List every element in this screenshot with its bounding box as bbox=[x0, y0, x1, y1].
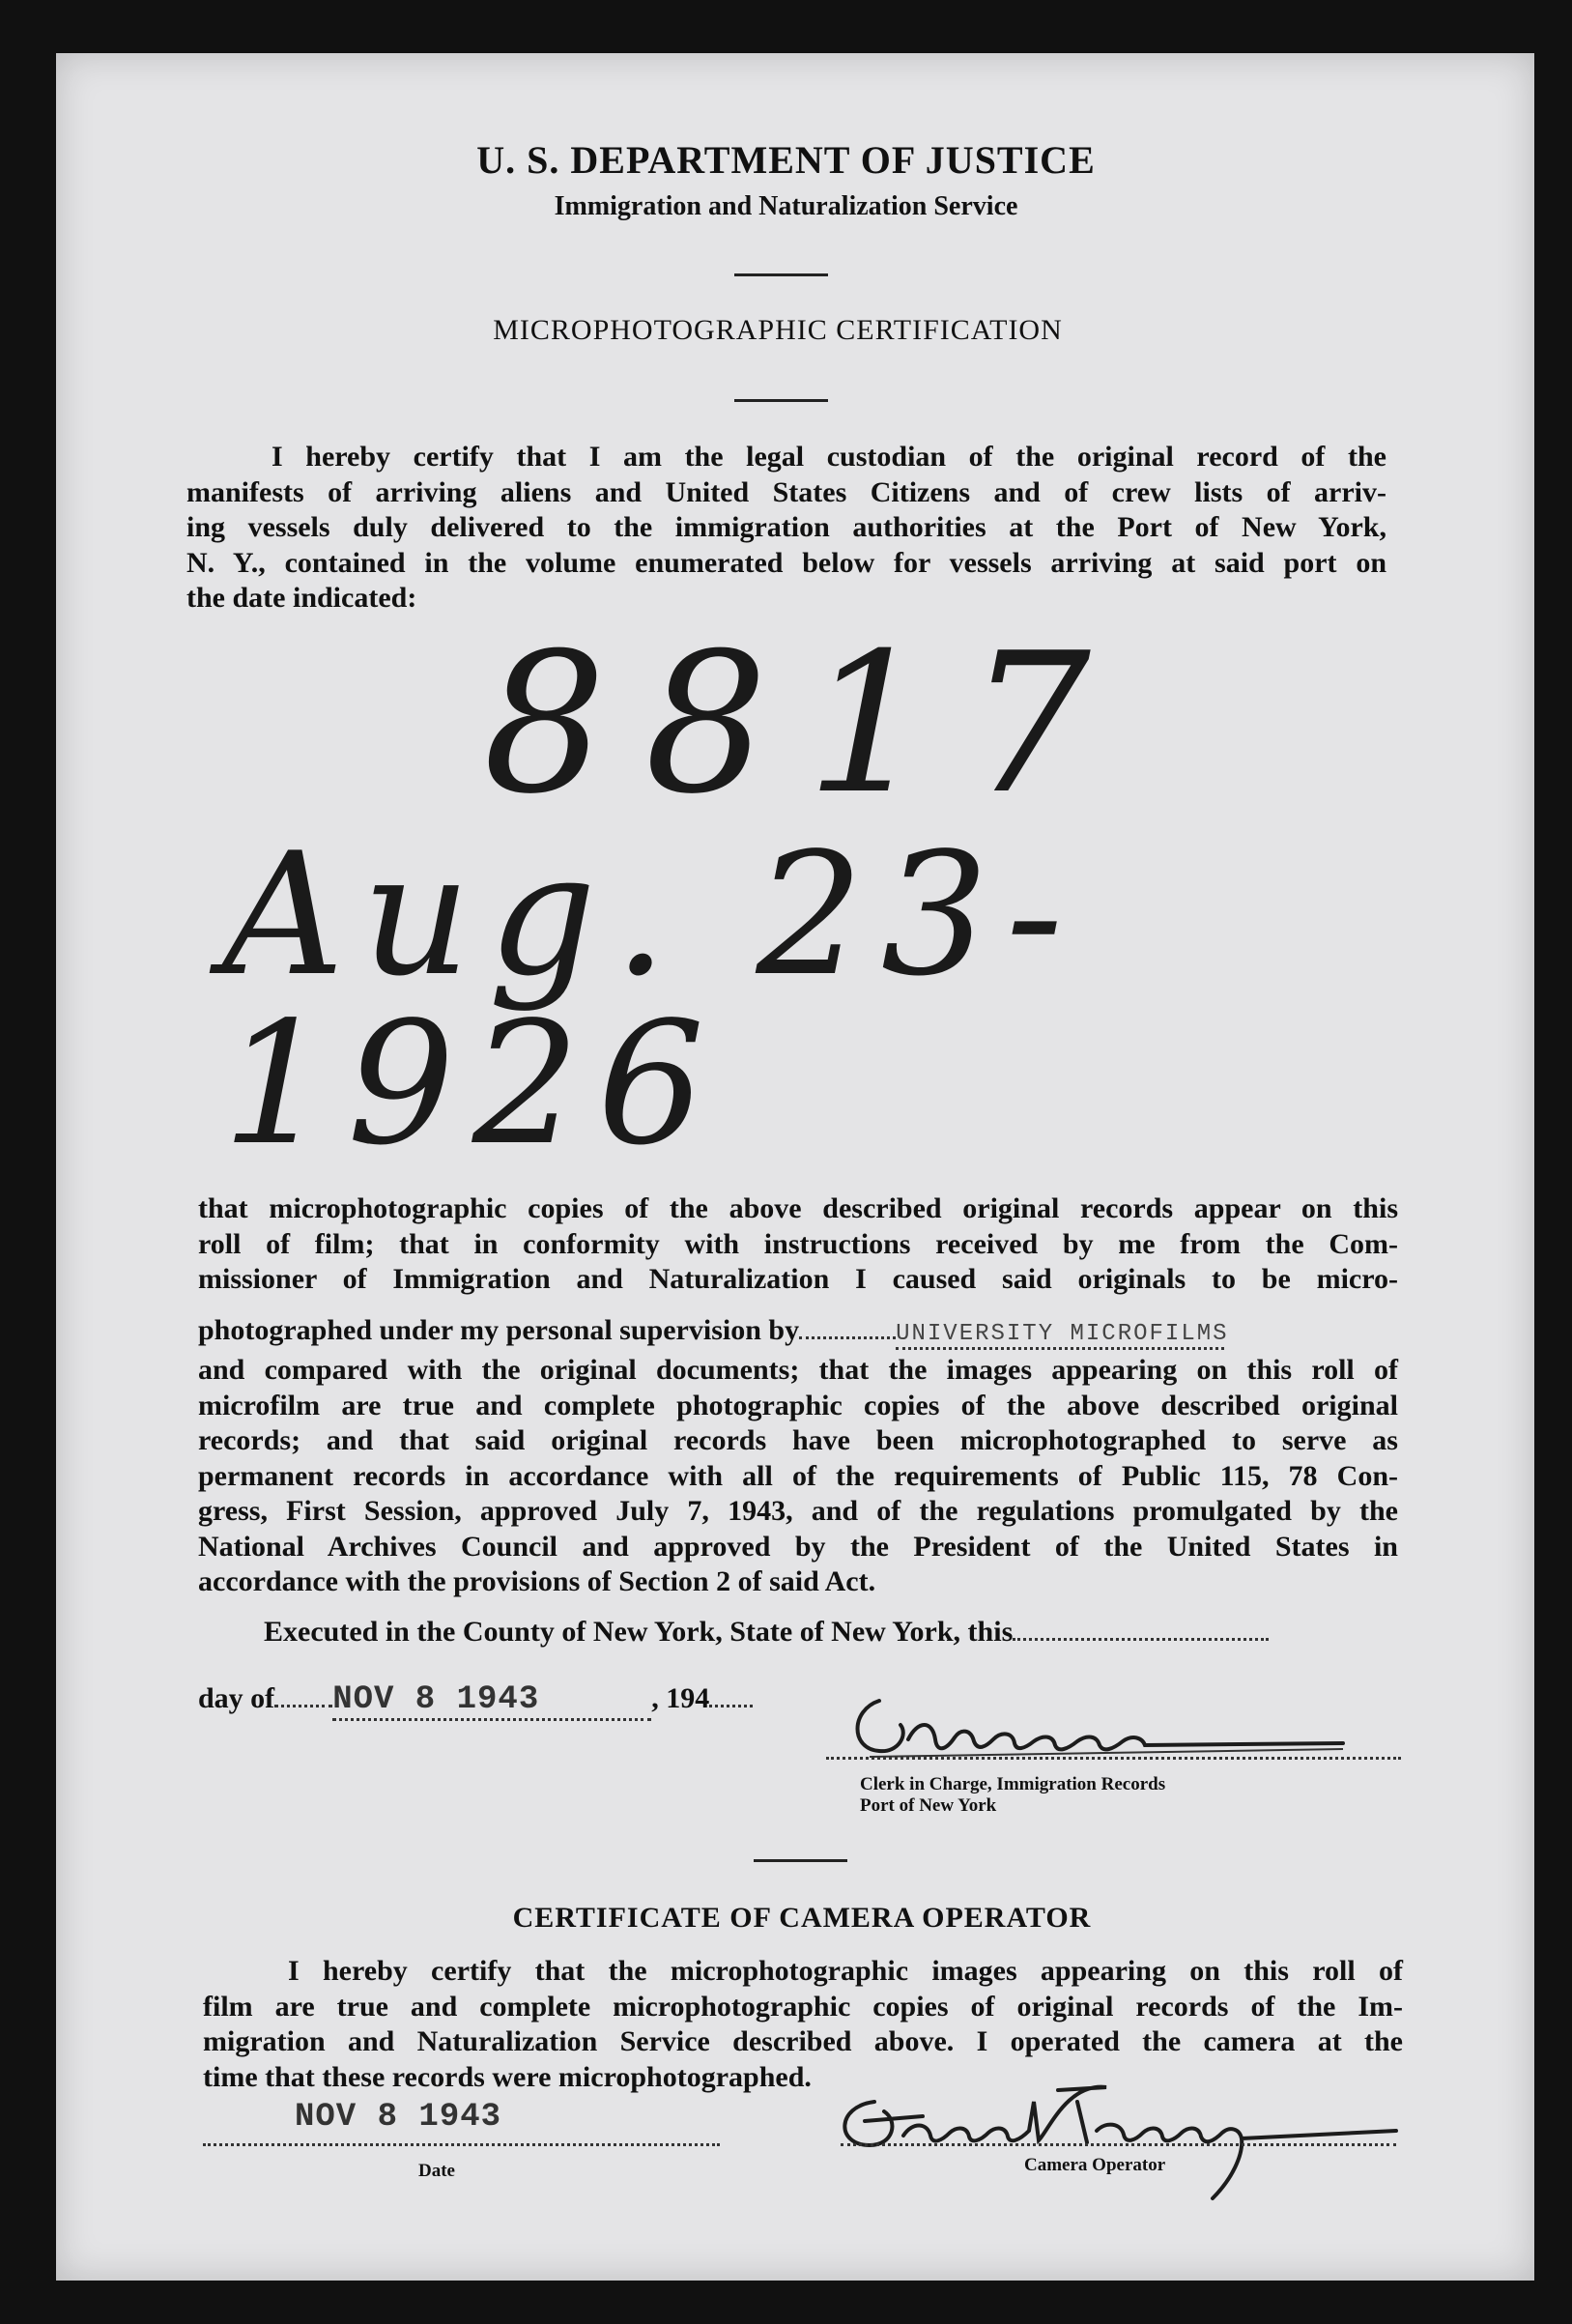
certification-title: MICROPHOTOGRAPHIC CERTIFICATION bbox=[493, 314, 1063, 346]
body-line: and compared with the original documents; that the images appearing on this roll of bbox=[198, 1354, 1398, 1386]
date-label: Date bbox=[418, 2161, 455, 2181]
body-line: roll of film; that in conformity with instructions received by me from the Com- bbox=[198, 1227, 1398, 1260]
executed-text: Executed in the County of New York, State of New York, this bbox=[264, 1616, 1014, 1648]
dotted-leader bbox=[1013, 1619, 1269, 1641]
camera-operator-label: Camera Operator bbox=[1024, 2155, 1166, 2175]
intro-line: ing vessels duly delivered to the immigration authorities at the Port of New York, bbox=[186, 511, 1386, 543]
department-heading: U. S. DEPARTMENT OF JUSTICE bbox=[476, 138, 1096, 182]
clerk-signature-line bbox=[826, 1757, 1401, 1760]
executed-line bbox=[264, 1616, 1269, 1649]
day-of-line bbox=[198, 1681, 753, 1721]
clerk-signature bbox=[841, 1681, 1362, 1768]
operator-date-stamp: NOV 8 1943 bbox=[295, 2099, 502, 2136]
supervision-value: UNIVERSITY MICROFILMS bbox=[896, 1321, 1224, 1350]
day-of-date-stamp: NOV 8 1943 bbox=[332, 1681, 651, 1721]
divider bbox=[734, 273, 828, 276]
intro-line: the date indicated: bbox=[186, 582, 417, 614]
dotted-leader bbox=[709, 1685, 753, 1707]
camera-line: time that these records were microphotographed. bbox=[203, 2060, 812, 2093]
handwritten-arrival-date: Aug. 23-1926 bbox=[222, 818, 1081, 1183]
day-of-label: day of bbox=[198, 1682, 275, 1714]
handwritten-volume-number: 8817 bbox=[483, 612, 1129, 837]
intro-line: manifests of arriving aliens and United States Citizens and of crew lists of arriv- bbox=[186, 475, 1386, 508]
clerk-title-line: Clerk in Charge, Immigration Records bbox=[860, 1774, 1166, 1794]
camera-operator-title: CERTIFICATE OF CAMERA OPERATOR bbox=[512, 1902, 1092, 1934]
body-line: microfilm are true and complete photographic copies of the above described original bbox=[198, 1389, 1398, 1421]
body-paragraph-top bbox=[198, 1191, 1398, 1298]
intro-line: N. Y., contained in the volume enumerated below for vessels arriving at said port on bbox=[186, 546, 1386, 579]
body-line: accordance with the provisions of Section 2 of said Act. bbox=[198, 1565, 876, 1597]
body-line: gress, First Session, approved July 7, 1943, and of the regulations promulgated by the bbox=[198, 1495, 1398, 1527]
intro-line: I hereby certify that I am the legal custodian of the original record of the bbox=[272, 441, 1386, 473]
clerk-title bbox=[860, 1774, 1165, 1817]
camera-line: film are true and complete microphotographic copies of original records of the Im- bbox=[203, 1990, 1403, 2023]
body-line: National Archives Council and approved by the President of the United States in bbox=[198, 1530, 1398, 1563]
supervision-prefix: photographed under my personal supervision by bbox=[198, 1314, 800, 1346]
body-line: that microphotographic copies of the above described original records appear on this bbox=[198, 1192, 1398, 1224]
body-line: missioner of Immigration and Naturalization I caused said originals to be micro- bbox=[198, 1263, 1398, 1295]
camera-operator-signature-line bbox=[841, 2143, 1396, 2146]
year-prefix: , 194 bbox=[651, 1682, 710, 1714]
body-line: records; and that said original records have been microphotographed to serve as bbox=[198, 1424, 1398, 1456]
body-paragraph-bottom bbox=[198, 1353, 1398, 1600]
camera-line: I hereby certify that the microphotographic images appearing on this roll of bbox=[288, 1955, 1403, 1987]
divider bbox=[754, 1859, 847, 1862]
supervision-line bbox=[198, 1314, 1398, 1350]
camera-operator-signature bbox=[816, 2063, 1406, 2208]
body-line: permanent records in accordance with all of the requirements of Public 115, 78 Con- bbox=[198, 1459, 1398, 1492]
camera-line: migration and Naturalization Service described above. I operated the camera at the bbox=[203, 2025, 1403, 2057]
intro-paragraph bbox=[186, 440, 1386, 617]
date-line bbox=[203, 2143, 720, 2146]
divider bbox=[734, 399, 828, 402]
service-subheading: Immigration and Naturalization Service bbox=[554, 191, 1018, 221]
dotted-leader bbox=[799, 1317, 896, 1339]
dotted-leader bbox=[274, 1685, 332, 1707]
clerk-title-line: Port of New York bbox=[860, 1795, 997, 1816]
